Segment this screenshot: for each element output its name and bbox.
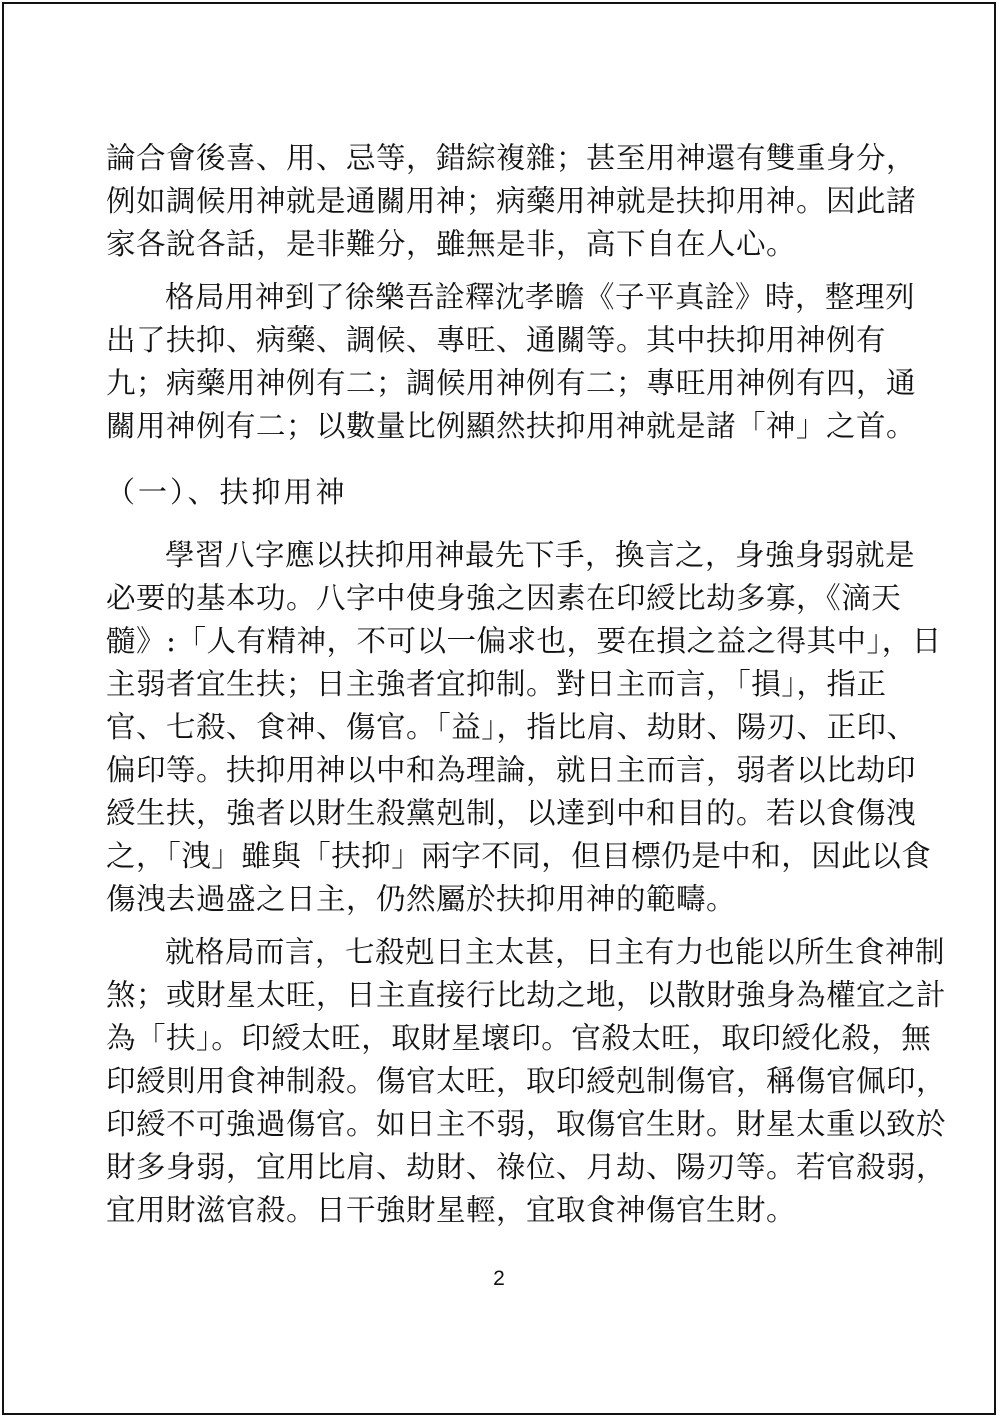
text-line: 偏印等。扶抑用神以中和為理論，就日主而言，弱者以比劫印 (106, 753, 917, 787)
section-heading: （一）、扶抑用神 (106, 475, 348, 509)
paragraph-pattern-cases (106, 931, 947, 1232)
text-line: 論合會後喜、用、忌等，錯綜複雜；甚至用神還有雙重身分， (106, 141, 917, 175)
text-line: 例如調候用神就是通關用神；病藥用神就是扶抑用神。因此諸 (106, 184, 917, 218)
text-line: 印綬則用食神制殺。傷官太旺，取印綬剋制傷官，稱傷官佩印， (106, 1064, 947, 1098)
text-line: 學習八字應以扶抑用神最先下手，換言之，身強身弱就是 (165, 538, 916, 572)
text-line: 綬生扶，強者以財生殺黨剋制，以達到中和目的。若以食傷洩 (106, 796, 917, 830)
text-line: 必要的基本功。八字中使身強之因素在印綬比劫多寡，《滴天 (106, 581, 902, 615)
paragraph-continuation (106, 137, 917, 266)
text-line: 之，「洩」雖與「扶抑」兩字不同，但目標仍是中和，因此以食 (106, 839, 932, 873)
text-line: 髓》:「人有精神，不可以一偏求也，要在損之益之得其中」，日 (106, 624, 942, 658)
text-line: 宜用財滋官殺。日干強財星輕，宜取食神傷官生財。 (106, 1193, 797, 1227)
text-line: 為「扶」。印綬太旺，取財星壞印。官殺太旺，取印綬化殺，無 (106, 1021, 932, 1055)
paragraph-gap (106, 266, 904, 276)
text-line: 家各說各話，是非難分，雖無是非，高下自在人心。 (106, 227, 797, 261)
text-line: 出了扶抑、病藥、調候、專旺、通關等。其中扶抑用神例有 (106, 323, 887, 357)
page-body (106, 137, 947, 1232)
text-line: 格局用神到了徐樂吾詮釋沈孝瞻《子平真詮》時，整理列 (165, 280, 916, 314)
paragraph-gap (106, 921, 904, 931)
text-line: 主弱者宜生扶；日主強者宜抑制。對日主而言，「損」，指正 (106, 667, 887, 701)
paragraph-pattern-yongshen (106, 276, 917, 448)
text-line: 就格局而言，七殺剋日主太甚，日主有力也能以所生食神制 (165, 935, 946, 969)
text-line: 財多身弱，宜用比肩、劫財、祿位、月劫、陽刃等。若官殺弱， (106, 1150, 947, 1184)
text-line: 印綬不可強過傷官。如日主不弱，取傷官生財。財星太重以致於 (106, 1107, 947, 1141)
text-line: 關用神例有二；以數量比例顯然扶抑用神就是諸「神」之首。 (106, 409, 917, 443)
text-line: 煞；或財星太旺，日主直接行比劫之地，以散財強身為權宜之計 (106, 978, 947, 1012)
text-line: 傷洩去過盛之日主，仍然屬於扶抑用神的範疇。 (106, 882, 737, 916)
text-line: 九；病藥用神例有二；調候用神例有二；專旺用神例有四，通 (106, 366, 917, 400)
text-line: 官、七殺、食神、傷官。「益」，指比肩、劫財、陽刃、正印、 (106, 710, 917, 744)
paragraph-fuyi-intro (106, 534, 942, 921)
page-number: 2 (493, 1267, 505, 1290)
document-page (2, 2, 996, 1415)
